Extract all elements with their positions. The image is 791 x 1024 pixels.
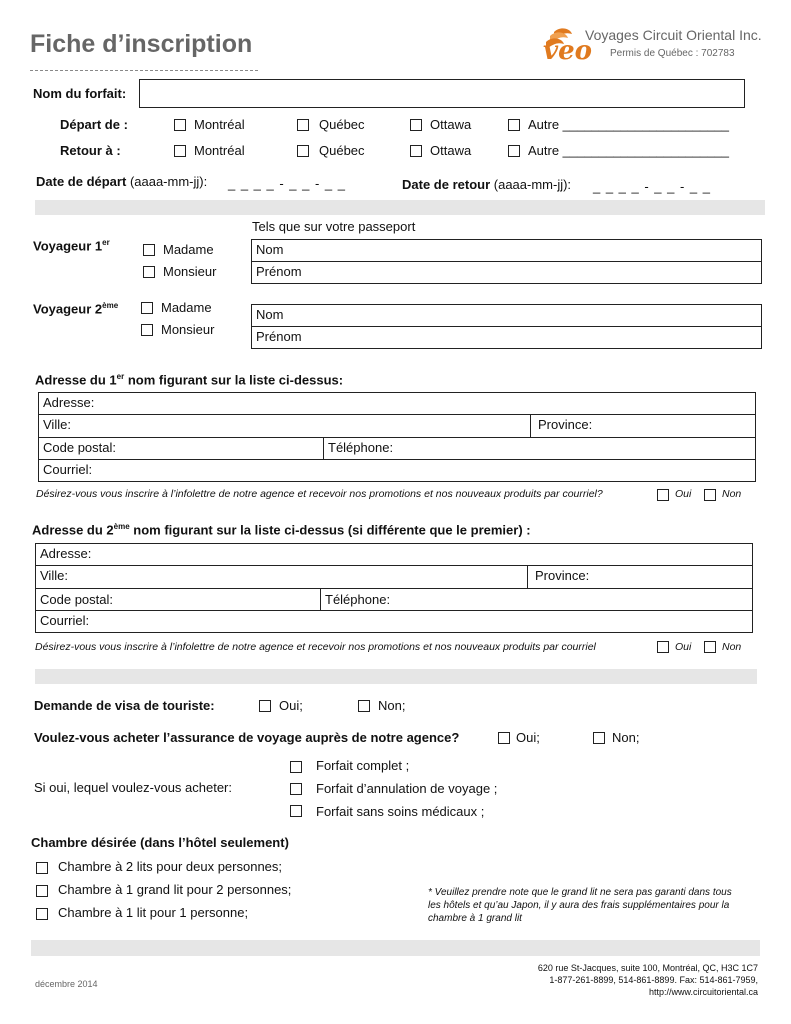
address1-col-line bbox=[323, 437, 324, 459]
insurance-no-medical-checkbox[interactable] bbox=[290, 805, 302, 817]
traveller2-nom-field[interactable]: Nom bbox=[256, 307, 284, 322]
traveller2-sup: ème bbox=[102, 301, 119, 310]
return-quebec-checkbox[interactable] bbox=[297, 145, 309, 157]
traveller2-monsieur-checkbox[interactable] bbox=[141, 324, 153, 336]
traveller1-label-text: Voyageur 1 bbox=[33, 238, 103, 254]
section-divider-band bbox=[35, 200, 765, 215]
traveller2-prenom-field[interactable]: Prénom bbox=[256, 329, 302, 344]
room-king-bed-label: Chambre à 1 grand lit pour 2 personnes; bbox=[58, 882, 292, 897]
traveller2-madame-label: Madame bbox=[161, 300, 212, 315]
depart-date-hint: (aaaa-mm-jj): bbox=[129, 174, 208, 189]
address2-col-line bbox=[320, 588, 321, 610]
address1-row-line bbox=[38, 414, 756, 415]
depart-montreal-label: Montréal bbox=[194, 117, 245, 132]
depart-date-label bbox=[36, 174, 207, 189]
room-single-bed-label: Chambre à 1 lit pour 1 personne; bbox=[58, 905, 249, 920]
address2-adresse-field[interactable]: Adresse: bbox=[40, 546, 92, 561]
depart-date-field[interactable]: _ _ _ _ - _ _ - _ _ bbox=[228, 176, 347, 191]
package-label: Nom du forfait: bbox=[33, 86, 127, 101]
footer-phones: 1-877-261-8899, 514-861-8899. Fax: 514-861-7959, bbox=[549, 975, 758, 985]
insurance-yes-label: Oui; bbox=[516, 730, 540, 745]
address1-row-line bbox=[38, 459, 756, 460]
address2-newsletter-no-label: Non bbox=[722, 641, 742, 653]
return-label: Retour à : bbox=[60, 143, 121, 158]
traveller1-monsieur-checkbox[interactable] bbox=[143, 266, 155, 278]
company-name: Voyages Circuit Oriental Inc. bbox=[585, 27, 762, 43]
visa-no-checkbox[interactable] bbox=[358, 700, 370, 712]
traveller1-madame-label: Madame bbox=[163, 242, 214, 257]
title-divider bbox=[30, 70, 258, 71]
footer-divider-band bbox=[31, 940, 760, 956]
page-title: Fiche d’inscription bbox=[30, 30, 253, 58]
traveller1-name-divider bbox=[251, 261, 762, 262]
visa-label: Demande de visa de touriste: bbox=[34, 698, 215, 713]
traveller1-sup: er bbox=[102, 238, 110, 247]
insurance-complete-checkbox[interactable] bbox=[290, 761, 302, 773]
room-two-beds-label: Chambre à 2 lits pour deux personnes; bbox=[58, 859, 283, 874]
insurance-question: Voulez-vous acheter l’assurance de voyage auprès de notre agence? bbox=[34, 730, 460, 745]
traveller2-name-divider bbox=[251, 326, 762, 327]
address1-ville-field[interactable]: Ville: bbox=[43, 417, 71, 432]
address1-newsletter-no-checkbox[interactable] bbox=[704, 489, 716, 501]
footer-address: 620 rue St-Jacques, suite 100, Montréal, QC, H3C 1C7 bbox=[537, 963, 758, 973]
address2-newsletter-no-checkbox[interactable] bbox=[704, 641, 716, 653]
visa-yes-label: Oui; bbox=[279, 698, 303, 713]
room-note-line: chambre à 1 grand lit bbox=[428, 913, 522, 924]
room-king-bed-checkbox[interactable] bbox=[36, 885, 48, 897]
depart-other-label[interactable]: Autre _______________________ bbox=[528, 117, 729, 132]
insurance-no-checkbox[interactable] bbox=[593, 732, 605, 744]
address2-newsletter-yes-label: Oui bbox=[675, 641, 692, 653]
return-quebec-label: Québec bbox=[319, 143, 365, 158]
footer-website[interactable]: http://www.circuitoriental.ca bbox=[648, 987, 758, 997]
package-label-text: Nom du forfait bbox=[33, 86, 122, 101]
address1-newsletter-no-label: Non bbox=[722, 488, 742, 500]
address1-newsletter-question: Désirez-vous vous inscrire à l’infolettre de notre agence et recevoir nos promotions et nos nouveaux produits par courriel? bbox=[36, 488, 603, 500]
address1-heading-post: nom figurant sur la liste ci-dessus: bbox=[124, 372, 344, 388]
traveller2-monsieur-label: Monsieur bbox=[161, 322, 215, 337]
traveller2-madame-checkbox[interactable] bbox=[141, 302, 153, 314]
insurance-complete-label: Forfait complet ; bbox=[316, 758, 410, 773]
depart-quebec-checkbox[interactable] bbox=[297, 119, 309, 131]
insurance-cancellation-label: Forfait d’annulation de voyage ; bbox=[316, 781, 498, 796]
passport-note: Tels que sur votre passeport bbox=[252, 219, 416, 234]
address1-adresse-field[interactable]: Adresse: bbox=[43, 395, 95, 410]
return-date-hint: (aaaa-mm-jj): bbox=[493, 177, 572, 192]
return-montreal-checkbox[interactable] bbox=[174, 145, 186, 157]
address2-heading-pre: Adresse du 2 bbox=[32, 522, 114, 538]
traveller1-monsieur-label: Monsieur bbox=[163, 264, 217, 279]
address1-newsletter-yes-label: Oui bbox=[675, 488, 692, 500]
address1-row-line bbox=[38, 437, 756, 438]
traveller1-prenom-field[interactable]: Prénom bbox=[256, 264, 302, 279]
room-two-beds-checkbox[interactable] bbox=[36, 862, 48, 874]
address2-col-line bbox=[527, 565, 528, 588]
address2-heading bbox=[32, 522, 531, 537]
traveller2-label bbox=[33, 301, 118, 316]
address2-ville-field[interactable]: Ville: bbox=[40, 568, 68, 583]
permit-number: Permis de Québec : 702783 bbox=[610, 48, 735, 59]
room-heading: Chambre désirée (dans l’hôtel seulement) bbox=[31, 835, 289, 850]
address2-telephone-field[interactable]: Téléphone: bbox=[325, 592, 391, 607]
logo-text: veo bbox=[543, 36, 592, 66]
footer-date: décembre 2014 bbox=[35, 979, 98, 989]
address2-row-line bbox=[35, 565, 753, 566]
return-ottawa-checkbox[interactable] bbox=[410, 145, 422, 157]
insurance-no-medical-label: Forfait sans soins médicaux ; bbox=[316, 804, 485, 819]
traveller1-madame-checkbox[interactable] bbox=[143, 244, 155, 256]
return-date-field[interactable]: _ _ _ _ - _ _ - _ _ bbox=[593, 179, 712, 194]
return-date-label bbox=[402, 177, 571, 192]
address1-col-line bbox=[530, 414, 531, 437]
return-ottawa-label: Ottawa bbox=[430, 143, 472, 158]
visa-no-label: Non; bbox=[378, 698, 406, 713]
address2-email-field[interactable]: Courriel: bbox=[40, 613, 90, 628]
address1-heading bbox=[35, 372, 343, 387]
return-other-label[interactable]: Autre _______________________ bbox=[528, 143, 729, 158]
insurance-cancellation-checkbox[interactable] bbox=[290, 783, 302, 795]
section-divider-band bbox=[35, 669, 757, 684]
room-note-line: * Veuillez prendre note que le grand lit ne sera pas garanti dans tous bbox=[428, 887, 732, 898]
traveller1-label bbox=[33, 238, 110, 253]
insurance-no-label: Non; bbox=[612, 730, 640, 745]
address1-email-field[interactable]: Courriel: bbox=[43, 462, 93, 477]
address2-row-line bbox=[35, 610, 753, 611]
depart-quebec-label: Québec bbox=[319, 117, 365, 132]
address1-heading-pre: Adresse du 1 bbox=[35, 372, 117, 388]
address2-newsletter-yes-checkbox[interactable] bbox=[657, 641, 669, 653]
room-single-bed-checkbox[interactable] bbox=[36, 908, 48, 920]
address2-newsletter-question: Désirez-vous vous inscrire à l’infolettre de notre agence et recevoir nos promotions et nos nouveaux produits par courriel bbox=[35, 641, 596, 653]
depart-ottawa-label: Ottawa bbox=[430, 117, 472, 132]
insurance-which-label: Si oui, lequel voulez-vous acheter: bbox=[34, 780, 233, 795]
package-name-field[interactable] bbox=[139, 79, 745, 108]
return-other-checkbox[interactable] bbox=[508, 145, 520, 157]
return-montreal-label: Montréal bbox=[194, 143, 245, 158]
depart-date-label-text: Date de départ bbox=[36, 174, 127, 189]
visa-yes-checkbox[interactable] bbox=[259, 700, 271, 712]
traveller2-label-text: Voyageur 2 bbox=[33, 301, 103, 317]
address1-postal-field[interactable]: Code postal: bbox=[43, 440, 116, 455]
address2-row-line bbox=[35, 588, 753, 589]
insurance-yes-checkbox[interactable] bbox=[498, 732, 510, 744]
depart-label-text: Départ de bbox=[60, 117, 120, 132]
address1-heading-sup: er bbox=[116, 372, 125, 381]
address2-heading-post: nom figurant sur la liste ci-dessus (si différente que le premier) : bbox=[129, 522, 531, 538]
address2-province-field[interactable]: Province: bbox=[535, 568, 590, 583]
address2-heading-sup: ème bbox=[113, 522, 130, 531]
depart-label: Départ de : bbox=[60, 117, 128, 132]
address2-postal-field[interactable]: Code postal: bbox=[40, 592, 113, 607]
address1-newsletter-yes-checkbox[interactable] bbox=[657, 489, 669, 501]
address1-province-field[interactable]: Province: bbox=[538, 417, 593, 432]
depart-other-checkbox[interactable] bbox=[508, 119, 520, 131]
return-date-label-text: Date de retour bbox=[402, 177, 491, 192]
depart-ottawa-checkbox[interactable] bbox=[410, 119, 422, 131]
depart-montreal-checkbox[interactable] bbox=[174, 119, 186, 131]
traveller1-nom-field[interactable]: Nom bbox=[256, 242, 284, 257]
return-label-text: Retour à bbox=[60, 143, 113, 158]
room-note-line: les hôtels et qu’au Japon, il y aura des frais supplémentaires pour la bbox=[428, 900, 730, 911]
address1-telephone-field[interactable]: Téléphone: bbox=[328, 440, 394, 455]
